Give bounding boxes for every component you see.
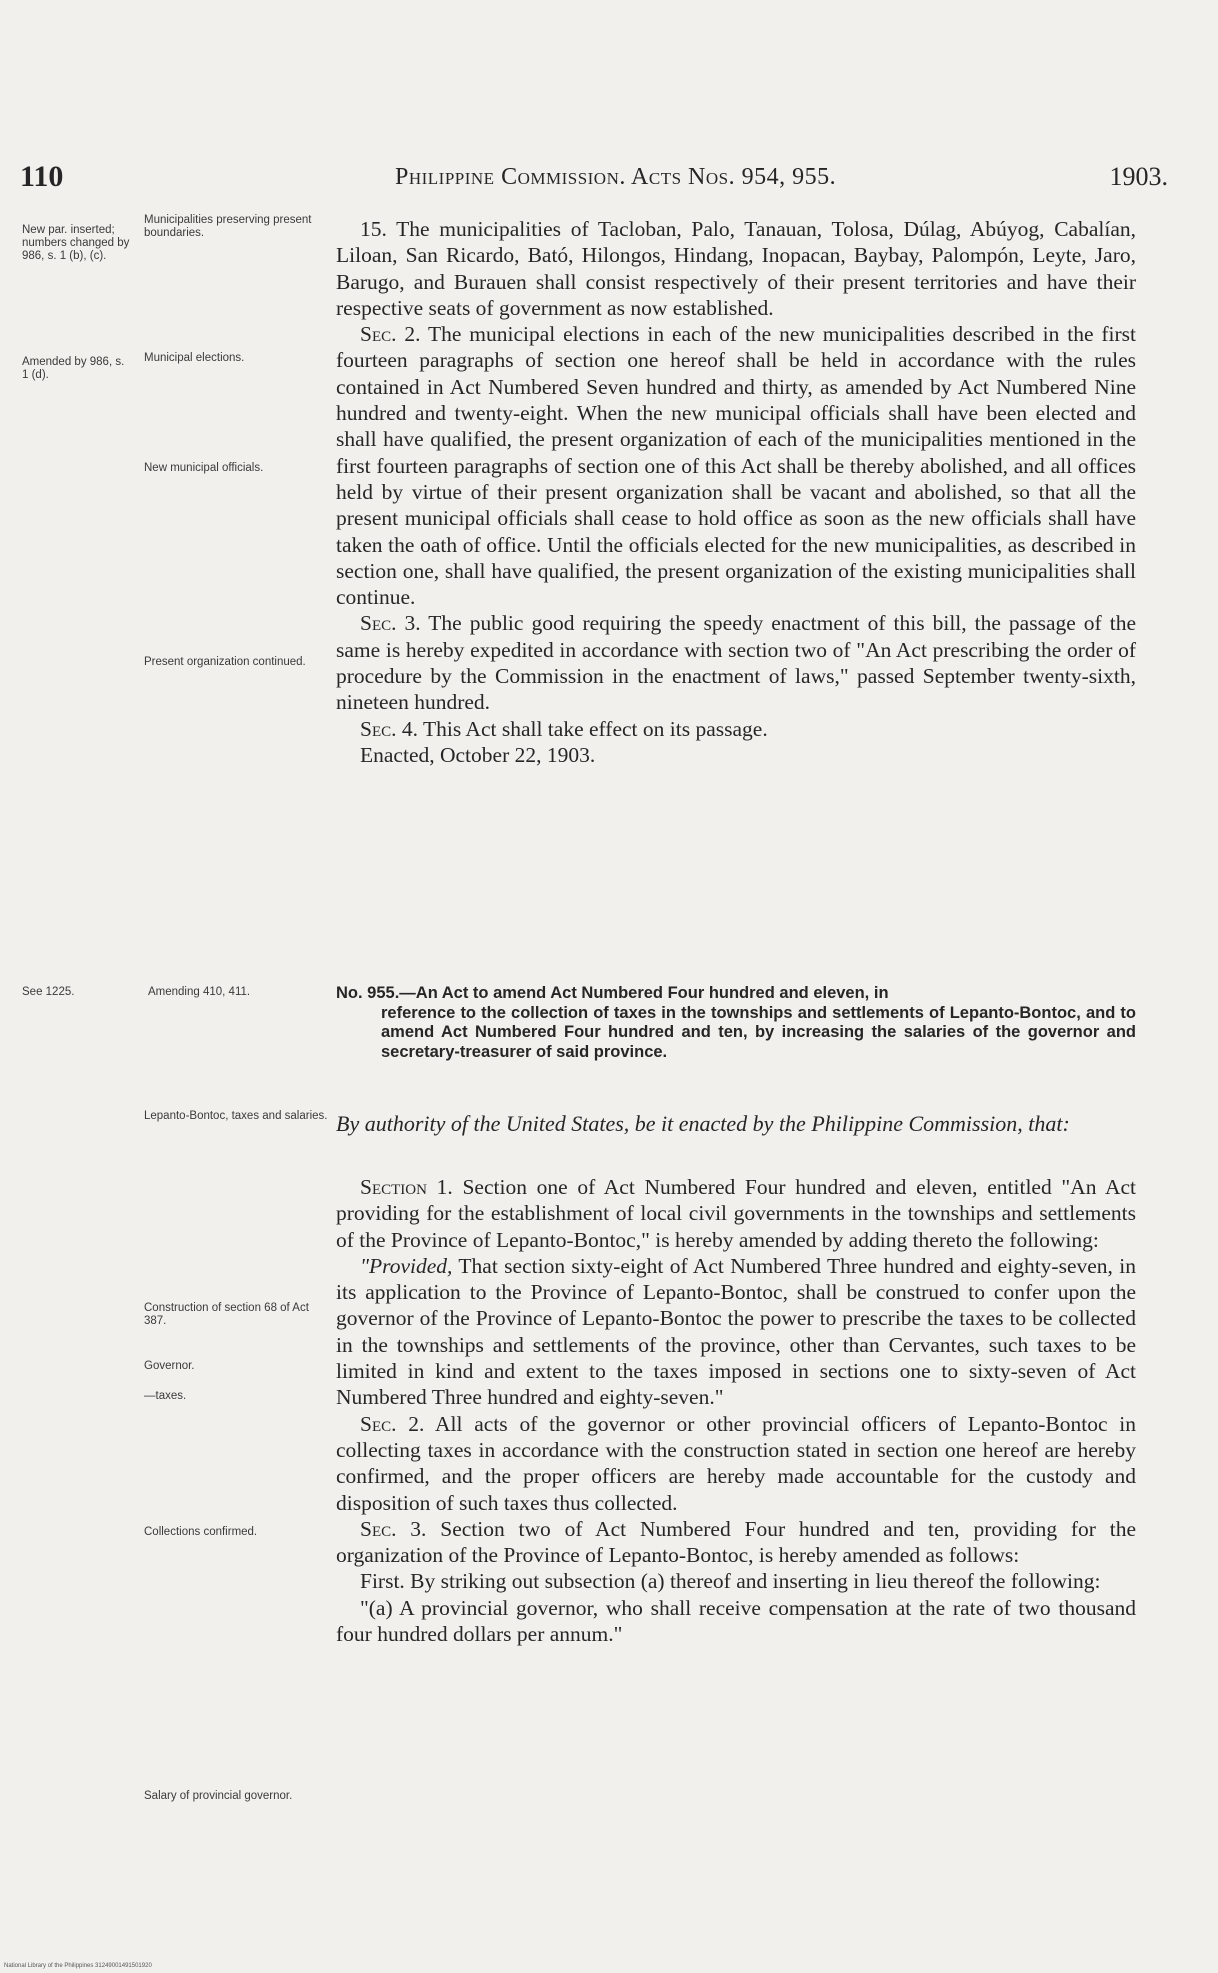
margin-note: Collections confirmed. bbox=[144, 1526, 258, 1538]
section-3 bbox=[336, 610, 1136, 715]
proviso bbox=[336, 1253, 1136, 1411]
paragraph-15: 15. The municipalities of Tacloban, Palo, Tanauan, Tolosa, Dúlag, Abúyog, Cabalían, Liloan, San Ricardo, Bató, Hilongos, Hindang, Inopacan, Baybay, Palompón, Leyte, Jaro, Barugo, and Burauen shall consist respectively of their present territories and have their respective seats of government as now established. bbox=[336, 217, 1136, 320]
section-label: Sec. 4. bbox=[360, 716, 418, 741]
margin-note: Lepanto-Bontoc, taxes and salaries. bbox=[144, 1110, 328, 1122]
margin-note: New par. inserted; numbers changed by 986, s. 1 (b), (c). bbox=[22, 224, 130, 262]
section-2 bbox=[336, 1411, 1136, 1516]
section-1 bbox=[336, 1174, 1136, 1253]
section-text: Section one of Act Numbered Four hundred and eleven, entitled "An Act providing for the establishment of local civil governments in the townships and settlements of the Province of Lepanto-Bontoc," is hereby amended by adding thereto the following: bbox=[336, 1175, 1136, 1252]
margin-note: Salary of provincial governor. bbox=[144, 1790, 293, 1802]
act-955-body bbox=[336, 1174, 1136, 1647]
section-text: The municipal elections in each of the new municipalities described in the first fourteen paragraphs of section one hereof shall be held in accordance with the rules contained in Act Numbered Seven hundred and thirty, as amended by Act Numbered Nine hundred and twenty-eight. When the new municipal officials shall have been elected and shall have qualified, the present organization of each of the municipalities mentioned in the first fourteen paragraphs of section one of this Act shall be thereby abolished, and all offices held by virtue of their present organization shall be vacant and abolished, so that all the present municipal officials shall cease to hold office as soon as the new officials shall have taken the oath of office. Until the officials elected for the new municipalities, as described in section one, shall have qualified, the present organization of the existing municipalities shall continue. bbox=[336, 322, 1136, 610]
section-2 bbox=[336, 321, 1136, 610]
margin-note: Municipal elections. bbox=[144, 352, 245, 364]
proviso-text: That section sixty-eight of Act Numbered Three hundred and eighty-seven, in its application to the Province of Lepanto-Bontoc, shall be construed to confer upon the governor of the Province of Lepanto-Bontoc the power to prescribe the taxes to be collected in the townships and settlements of the province, other than Cervantes, such taxes to be limited in kind and extent to the taxes imposed in sections one to sixty-seven of Act Numbered Three hundred and eighty-seven." bbox=[336, 1253, 1136, 1410]
running-head: Philippine Commission. Acts Nos. 954, 955. bbox=[395, 164, 837, 190]
first-amendment: First. By striking out subsection (a) thereof and inserting in lieu thereof the following: bbox=[360, 1569, 1101, 1594]
enacted-date: Enacted, October 22, 1903. bbox=[360, 742, 596, 767]
margin-note: Construction of section 68 of Act 387. bbox=[144, 1302, 309, 1327]
margin-note: Governor. bbox=[144, 1360, 195, 1372]
margin-note: Municipalities preserving present boundaries. bbox=[144, 214, 312, 239]
section-label: Sec. 3. bbox=[360, 1516, 427, 1541]
act-954-body bbox=[336, 216, 1136, 768]
margin-note: Present organization continued. bbox=[144, 656, 306, 668]
section-text: The public good requiring the speedy enactment of this bill, the passage of the same is hereby expedited in accordance with section two of "An Act prescribing the order of procedure by the Commission in the enactment of laws," passed September twenty-sixth, nineteen hundred. bbox=[336, 611, 1136, 715]
section-label: Sec. 2. bbox=[360, 1411, 425, 1436]
header-year: 1903. bbox=[1109, 162, 1168, 191]
proviso-label: "Provided, bbox=[360, 1253, 453, 1278]
section-text: Section two of Act Numbered Four hundred and ten, providing for the organization of the Province of Lepanto-Bontoc, is hereby amended as follows: bbox=[336, 1516, 1137, 1568]
enacting-clause: By authority of the United States, be it enacted by the Philippine Commission, that: bbox=[336, 1111, 1070, 1136]
section-label: Section 1. bbox=[360, 1175, 453, 1199]
page-header bbox=[20, 160, 1198, 196]
margin-note: Amending 410, 411. bbox=[148, 986, 251, 998]
clause-a: "(a) A provincial governor, who shall receive compensation at the rate of two thousand four hundred dollars per annum." bbox=[336, 1595, 1136, 1647]
section-label: Sec. 3. bbox=[360, 611, 421, 636]
act-955-title bbox=[336, 984, 1136, 1062]
margin-note: —taxes. bbox=[144, 1390, 187, 1402]
margin-note: New municipal officials. bbox=[144, 462, 264, 474]
act-title-rest: reference to the collection of taxes in the townships and settlements of Lepanto-Bontoc, and to amend Act Numbered Four hundred and ten, by increasing the salaries of the governor and secretary-treasurer of said province. bbox=[381, 1003, 1136, 1061]
margin-note: See 1225. bbox=[22, 986, 75, 998]
section-text: This Act shall take effect on its passage. bbox=[423, 716, 768, 741]
section-label: Sec. 2. bbox=[360, 322, 421, 347]
act-title-lead: No. 955.—An Act to amend Act Numbered Four hundred and eleven, in bbox=[336, 984, 889, 1002]
section-text: All acts of the governor or other provincial officers of Lepanto-Bontoc in collecting taxes in accordance with the construction stated in section one hereof are hereby confirmed, and the proper officers are hereby made accountable for the custody and disposition of such taxes thus collected. bbox=[336, 1411, 1137, 1515]
page-number: 110 bbox=[20, 160, 64, 193]
section-3 bbox=[336, 1516, 1136, 1569]
scan-footer: National Library of the Philippines 31249001491501920 bbox=[4, 1963, 152, 1969]
section-4 bbox=[336, 716, 1136, 742]
margin-note: Amended by 986, s. 1 (d). bbox=[22, 356, 125, 381]
